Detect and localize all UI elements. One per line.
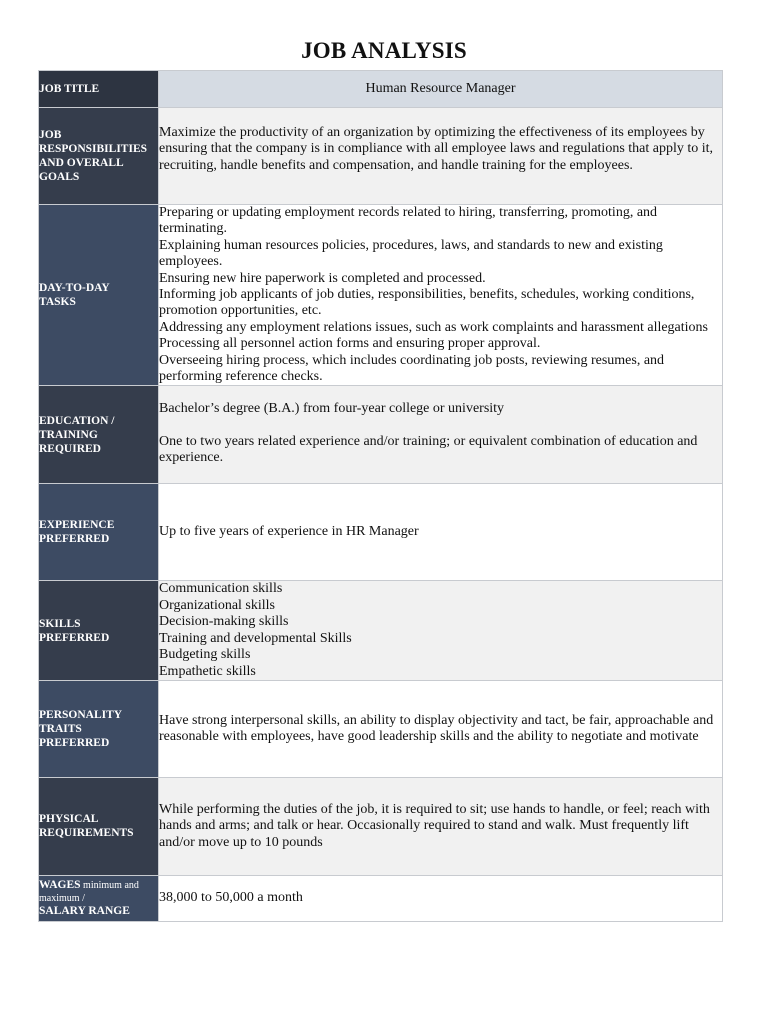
skill-item: Decision-making skills — [159, 614, 289, 630]
label-line: AND OVERALL — [39, 157, 124, 169]
skill-item: Training and developmental Skills — [159, 630, 352, 646]
job-analysis-table — [38, 70, 723, 922]
label-line: RESPONSIBILITIES — [39, 143, 148, 155]
label-line: PHYSICAL — [39, 813, 99, 826]
label-physical — [39, 777, 159, 875]
task-item: Informing job applicants of job duties, responsibilities, benefits, schedules, working conditions, promotion opportunities, etc. — [159, 287, 695, 319]
label-line: REQUIREMENTS — [39, 827, 134, 840]
task-item: Addressing any employment relations issues, such as work complaints and harassment allegations — [159, 319, 709, 335]
value-experience: Up to five years of experience in HR Manager — [159, 484, 723, 581]
skill-item: Organizational skills — [159, 597, 275, 613]
value-responsibilities — [159, 108, 723, 205]
label-education — [39, 386, 159, 484]
value-education — [159, 386, 723, 484]
label-line: SKILLS — [39, 617, 81, 630]
row-experience — [39, 484, 723, 581]
label-wages — [39, 875, 159, 921]
value-job-title: Human Resource Manager — [159, 71, 723, 108]
task-item: Processing all personnel action forms and ensuring proper approval. — [159, 336, 541, 352]
label-line: TASKS — [39, 296, 76, 309]
label-line: REQUIRED — [39, 442, 101, 455]
value-personality: Have strong interpersonal skills, an ability to display objectivity and tact, be fair, approachable and reasonable with employees, have good leadership skills and the ability to negotiate and motivate — [159, 680, 723, 777]
task-item: Explaining human resources policies, procedures, laws, and standards to new and existing employees. — [159, 237, 663, 270]
value-wages: 38,000 to 50,000 a month — [159, 875, 723, 921]
skill-item: Communication skills — [159, 581, 283, 597]
label-line: JOB — [39, 129, 62, 141]
skill-item: Budgeting skills — [159, 647, 251, 663]
row-job-title — [39, 71, 723, 108]
label-line: PREFERRED — [39, 736, 110, 749]
label-tasks — [39, 205, 159, 386]
label-line: PREFERRED — [39, 533, 110, 546]
label-line: DAY-TO-DAY — [39, 282, 110, 295]
label-line: EXPERIENCE — [39, 519, 115, 532]
row-education — [39, 386, 723, 484]
label-text: JOB TITLE — [39, 83, 100, 95]
row-responsibilities — [39, 108, 723, 205]
salary-range-label: SALARY RANGE — [39, 904, 130, 917]
task-item: Preparing or updating employment records related to hiring, transferring, promoting, and terminating. — [159, 205, 658, 237]
label-skills — [39, 581, 159, 680]
label-line: PERSONALITY — [39, 708, 123, 721]
wages-label: WAGES — [39, 878, 81, 891]
label-line: TRAINING — [39, 428, 98, 441]
row-skills — [39, 581, 723, 680]
label-line: GOALS — [39, 171, 80, 183]
task-item: Ensuring new hire paperwork is completed and processed. — [159, 270, 486, 286]
task-item: Overseeing hiring process, which includes coordinating job posts, reviewing resumes, and performing reference checks. — [159, 352, 665, 385]
label-line: PREFERRED — [39, 631, 110, 644]
label-experience — [39, 484, 159, 581]
label-job-title — [39, 71, 159, 108]
row-physical — [39, 777, 723, 875]
row-wages — [39, 875, 723, 921]
label-line: TRAITS — [39, 722, 82, 735]
label-line: EDUCATION / — [39, 414, 115, 427]
education-degree: Bachelor’s degree (B.A.) from four-year college or university — [159, 401, 505, 417]
page-title: JOB ANALYSIS — [301, 38, 467, 63]
label-personality — [39, 680, 159, 777]
wages-label-note: minimum and maximum — [39, 879, 139, 904]
education-experience: One to two years related experience and/or training; or equivalent combination of education and experience. — [159, 433, 698, 466]
value-tasks — [159, 205, 723, 386]
row-personality — [39, 680, 723, 777]
wages-label-separator: / — [79, 892, 85, 904]
skill-item: Empathetic skills — [159, 663, 256, 679]
spacer — [159, 418, 722, 434]
value-physical: While performing the duties of the job, it is required to sit; use hands to handle, or feel; reach with hands and arms; and talk or hear. Occasionally required to stand and walk. Must frequently lift and/or move up to 10 pounds — [159, 777, 723, 875]
responsibilities-text: Maximize the productivity of an organization by optimizing the effectiveness of its employees by ensuring that the company is in compliance with all employee laws and regulations that apply to it, recruiting, handle benefits and compensation, and handle training for the employees. — [159, 125, 714, 173]
row-tasks — [39, 205, 723, 386]
label-responsibilities — [39, 108, 159, 205]
value-skills — [159, 581, 723, 680]
